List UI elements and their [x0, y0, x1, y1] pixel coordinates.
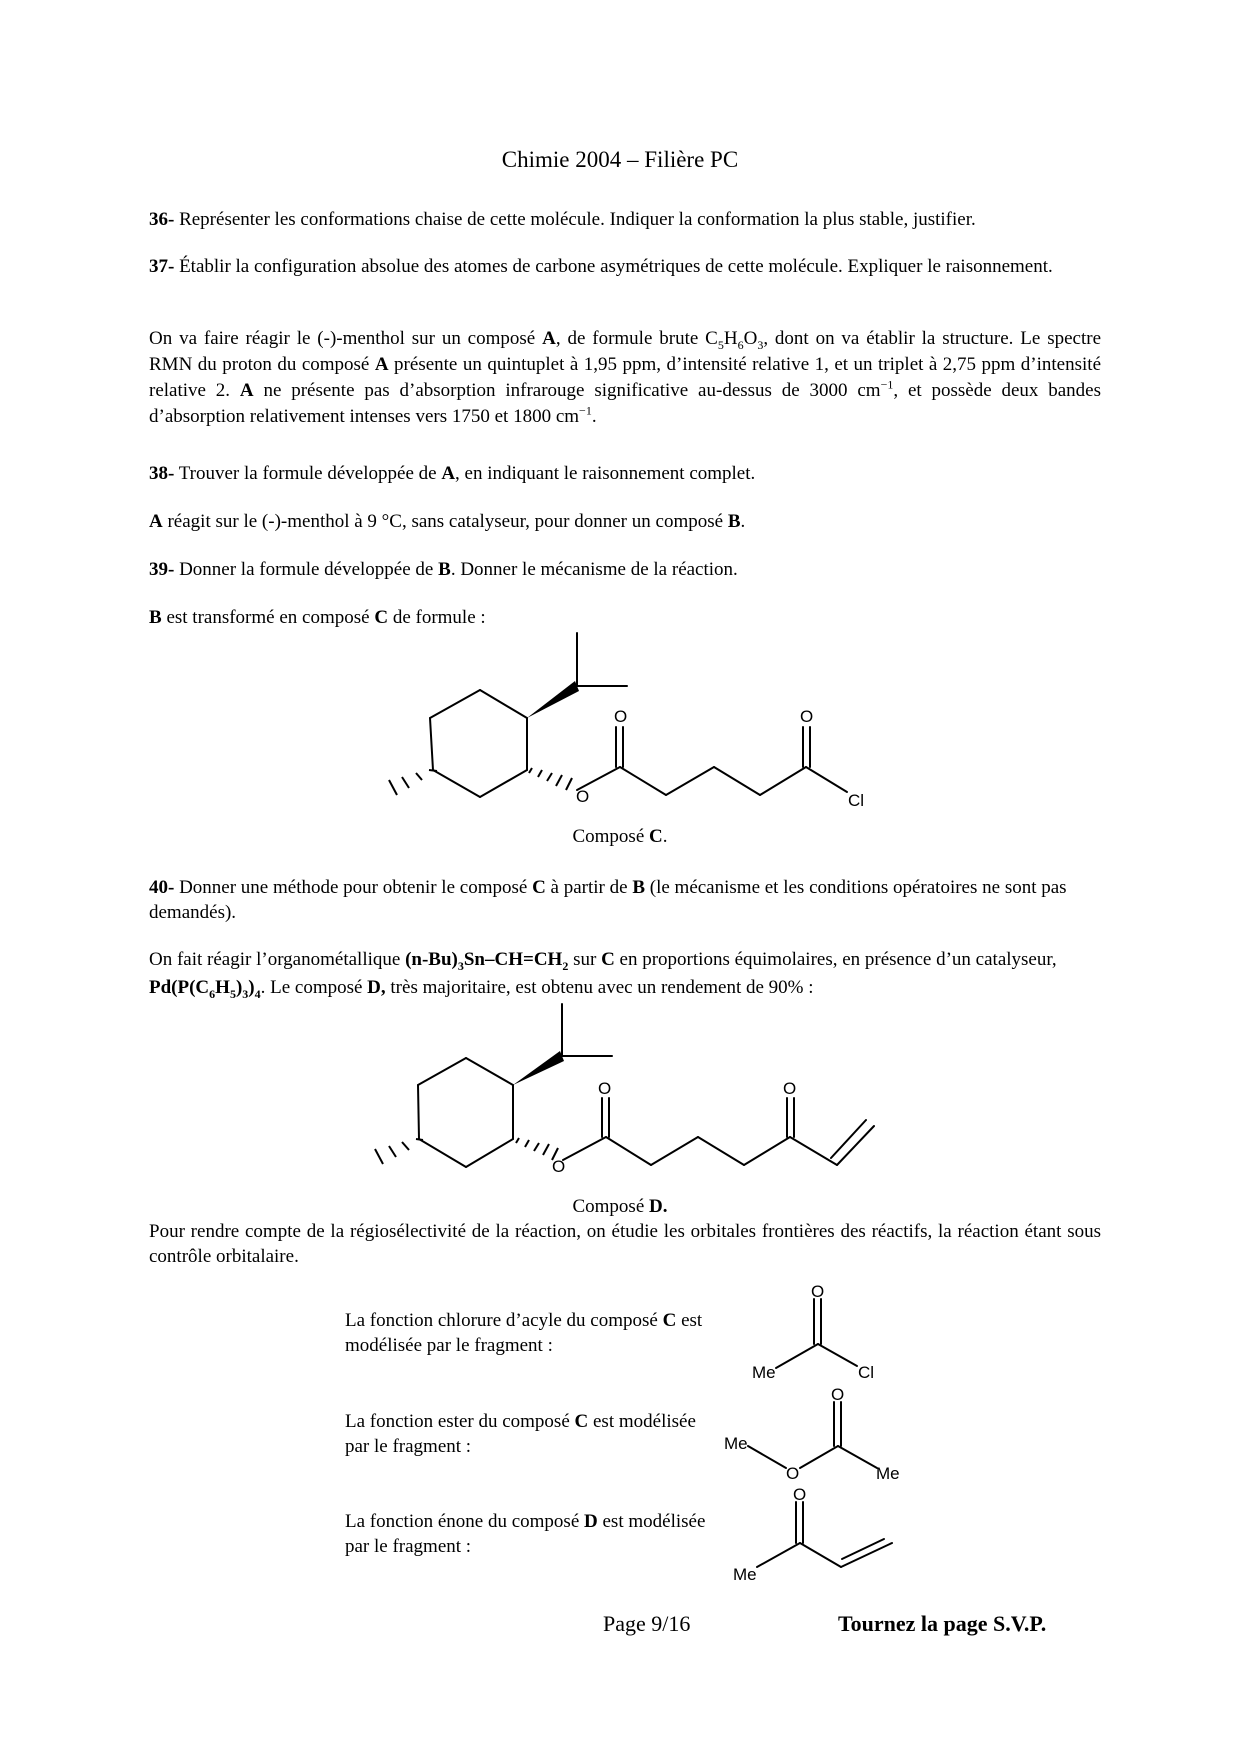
text: , de formule brute C — [555, 328, 718, 349]
text: , dont on va établir la structure. Le spectre RMN du proton du composé — [149, 328, 1101, 375]
atom-o: O — [614, 707, 628, 726]
text: Composé — [572, 1196, 650, 1217]
text: très majoritaire, est obtenu avec un rendement de 90% : — [385, 977, 814, 998]
compound-label: D, — [367, 977, 386, 998]
regioselectivity-paragraph: Pour rendre compte de la régiosélectivité de la réaction, on étudie les orbitales frontières des réactifs, la réaction étant sous contrôle orbitalaire. — [149, 1221, 1101, 1267]
text: ne présente pas d’absorption infrarouge significative au-dessus de 3000 cm — [253, 380, 881, 401]
question-number: 39- — [149, 559, 175, 580]
text: On va faire réagir le (-)-menthol sur un composé — [149, 328, 543, 349]
turn-page-note: Tournez la page S.V.P. — [838, 1611, 1047, 1636]
text: La fonction ester du composé — [345, 1411, 575, 1432]
atom-o: O — [598, 1079, 612, 1098]
page-number: Page 9/16 — [603, 1611, 691, 1636]
text: Pd(P(C — [149, 977, 210, 998]
compound-label: A — [542, 328, 556, 349]
atom-o: O — [831, 1385, 845, 1404]
text: ) — [235, 977, 243, 998]
text: est modélisée par le fragment : — [345, 1411, 696, 1457]
compound-label: A — [239, 380, 254, 401]
atom-o: O — [786, 1464, 800, 1483]
atom-o: O — [793, 1485, 807, 1504]
text: (le mécanisme et les conditions opératoires ne sont pas demandés). — [149, 877, 1067, 923]
compound-label: A — [374, 354, 389, 375]
compound-label: B — [149, 607, 162, 628]
compound-label: C — [574, 1411, 589, 1432]
compound-label: B — [438, 559, 451, 580]
page-title: Chimie 2004 – Filière PC — [501, 147, 739, 172]
text: (n-Bu) — [405, 949, 458, 970]
text: La fonction énone du composé — [345, 1511, 585, 1532]
text: Sn–CH=CH — [463, 949, 563, 970]
compound-label: A — [149, 511, 163, 532]
text: Composé — [572, 826, 650, 847]
atom-me: Me — [876, 1464, 900, 1483]
subscript: 6 — [737, 337, 744, 352]
text: H — [215, 977, 230, 998]
subscript: 3 — [457, 958, 464, 973]
subscript: 4 — [254, 986, 261, 1001]
text: est modélisée par le fragment : — [345, 1310, 703, 1356]
text: On fait réagir l’organométallique — [149, 949, 406, 970]
atom-me: Me — [752, 1363, 776, 1382]
text: . Le composé — [260, 977, 368, 998]
text: , en indiquant le raisonnement complet. — [455, 463, 756, 484]
atom-me: Me — [733, 1565, 757, 1584]
text: . — [591, 406, 597, 427]
text: Trouver la formule développée de — [174, 463, 442, 484]
compound-label: C — [601, 949, 615, 970]
atom-o: O — [783, 1079, 797, 1098]
compound-label: B — [727, 511, 741, 532]
question-number: 38- — [149, 463, 175, 484]
text: est transformé en composé — [161, 607, 375, 628]
compound-label: B — [632, 877, 645, 898]
superscript: −1 — [579, 403, 592, 418]
text: présente un quintuplet à 1,95 ppm, d’intensité relative 1, et un triplet à 2,75 ppm d’intensité relative 2. — [149, 354, 1101, 401]
subscript: 6 — [209, 986, 216, 1001]
text: O — [743, 328, 758, 349]
text: H — [723, 328, 738, 349]
text: ) — [248, 977, 255, 998]
subscript: 3 — [757, 337, 764, 352]
text: à partir de — [545, 877, 633, 898]
subscript: 3 — [242, 986, 249, 1001]
compound-label: C — [374, 607, 389, 628]
compound-label: A — [441, 463, 456, 484]
atom-cl: Cl — [858, 1363, 875, 1382]
superscript: −1 — [880, 377, 894, 392]
question-number: 40- — [149, 877, 175, 898]
text: Donner la formule développée de — [174, 559, 439, 580]
text: en proportions équimolaires, en présence d’un catalyseur, — [614, 949, 1057, 970]
text: . — [740, 511, 746, 532]
atom-o: O — [576, 787, 590, 806]
text: de formule : — [388, 607, 486, 628]
atom-o: O — [811, 1282, 825, 1301]
text: Donner une méthode pour obtenir le composé — [174, 877, 533, 898]
subscript: 5 — [717, 337, 724, 352]
subscript: 5 — [229, 986, 236, 1001]
atom-me: Me — [724, 1434, 748, 1453]
question-number: 37- — [149, 256, 175, 277]
atom-o: O — [552, 1157, 566, 1176]
compound-label: C — [662, 1310, 677, 1331]
text: , et possède deux bandes d’absorption relativement intenses vers 1750 et 1800 cm — [149, 380, 1101, 427]
compound-label: C — [649, 826, 663, 847]
atom-o: O — [800, 707, 814, 726]
question-text: Représenter les conformations chaise de cette molécule. Indiquer la conformation la plus stable, justifier. — [174, 209, 976, 230]
text: . — [662, 826, 668, 847]
text: . Donner le mécanisme de la réaction. — [450, 559, 738, 580]
text: sur — [568, 949, 602, 970]
compound-label: C — [532, 877, 546, 898]
question-text: Établir la configuration absolue des atomes de carbone asymétriques de cette molécule. Expliquer le raisonnement. — [174, 256, 1053, 277]
text: est modélisée par le fragment : — [345, 1511, 706, 1557]
text: réagit sur le (-)-menthol à 9 °C, sans catalyseur, pour donner un composé — [162, 511, 728, 532]
subscript: 2 — [562, 958, 569, 973]
compound-label: D — [584, 1511, 598, 1532]
question-number: 36- — [149, 209, 175, 230]
compound-label: D. — [649, 1196, 668, 1217]
text: La fonction chlorure d’acyle du composé — [345, 1310, 663, 1331]
atom-cl: Cl — [848, 791, 865, 810]
